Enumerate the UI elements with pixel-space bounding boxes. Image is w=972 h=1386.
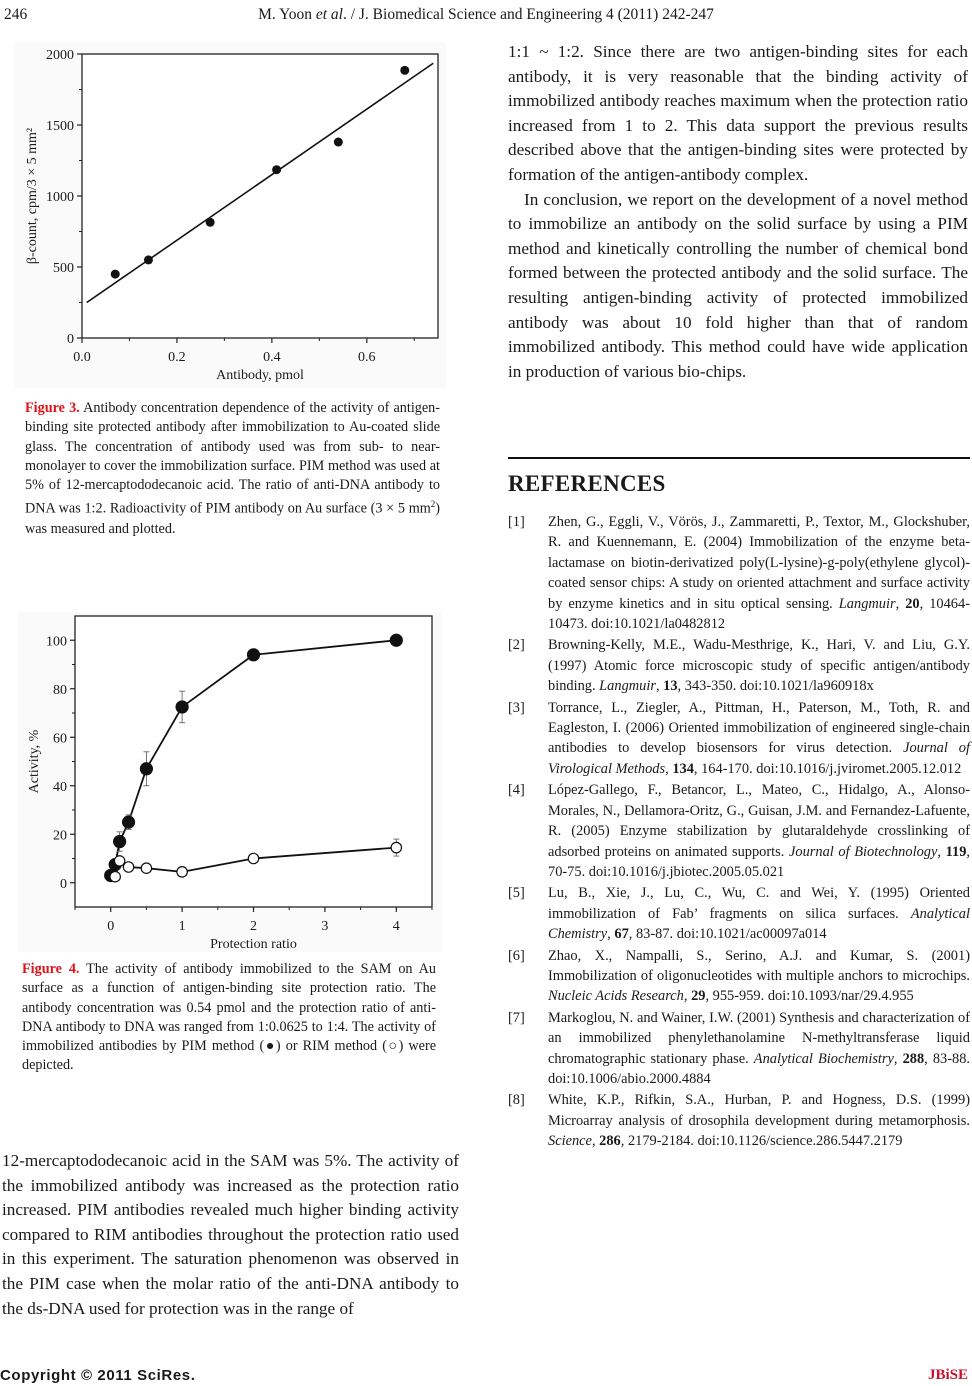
figure-3-caption	[25, 399, 440, 539]
pim-data-point	[114, 836, 126, 848]
running-head	[0, 6, 972, 28]
figure-3-caption-sup: 2	[430, 499, 436, 510]
rim-data-point	[123, 862, 133, 872]
reference-pages-doi: , 10464-10473. doi:10.1021/la0482812	[548, 595, 970, 633]
reference-number: [4]	[508, 782, 525, 799]
reference-pages-doi: , 343-350. doi:10.1021/la960918x	[677, 678, 874, 695]
x-tick-label: 4	[392, 919, 400, 934]
reference-authors-title: Zhao, X., Nampalli, S., Serino, A.J. and Kumar, S. (2001) Immobilization of oligonucleotides with multiple anchors to microchips.	[548, 947, 970, 984]
reference-number: [1]	[508, 514, 525, 530]
reference-number: [8]	[508, 1092, 525, 1109]
right-column-text	[508, 40, 968, 384]
x-axis-label: Protection ratio	[210, 937, 297, 952]
reference-pages-doi: , 83-88. doi:10.1006/abio.2000.4884	[548, 1050, 970, 1087]
figure-4	[18, 612, 442, 952]
reference-number: [3]	[508, 699, 525, 716]
reference-text	[548, 512, 970, 634]
reference-item	[508, 698, 970, 780]
reference-text	[548, 883, 970, 944]
reference-volume: 134	[672, 760, 694, 777]
reference-separator: ,	[591, 1133, 600, 1150]
rim-data-point	[114, 856, 124, 866]
reference-separator: ,	[665, 760, 673, 777]
reference-pages-doi: , 2179-2184. doi:10.1126/science.286.5447.2179	[620, 1133, 903, 1150]
reference-volume: 286	[599, 1133, 621, 1150]
reference-journal: Analytical Chemistry	[548, 905, 970, 943]
pim-data-point	[123, 816, 135, 828]
reference-journal: Journal of Biotechnology	[789, 843, 938, 860]
data-point	[111, 270, 120, 279]
reference-volume: 67	[614, 926, 629, 943]
reference-number: [7]	[508, 1009, 525, 1026]
reference-pages-doi: , 955-959. doi:10.1093/nar/29.4.955	[705, 988, 914, 1005]
left-column-text	[2, 1149, 459, 1321]
reference-separator: ,	[683, 988, 692, 1005]
y-tick-label: 0	[67, 332, 74, 347]
reference-text	[548, 1090, 970, 1151]
page-number: 246	[4, 6, 28, 23]
figure-4-caption	[22, 960, 436, 1076]
reference-item	[508, 780, 970, 882]
x-tick-label: 0	[107, 919, 115, 934]
pim-data-point	[390, 634, 402, 646]
y-tick-label: 0	[60, 876, 67, 892]
reference-journal: Langmuir	[838, 595, 896, 612]
figure-3	[14, 42, 446, 388]
figure-3-label: Figure 3.	[25, 400, 80, 416]
x-tick-label: 0.0	[73, 350, 91, 365]
figure-3-caption-end: ) was measured and plotted.	[25, 501, 440, 537]
rim-data-point	[141, 863, 151, 873]
reference-authors-title: Zhen, G., Eggli, V., Vörös, J., Zammaretti, P., Textor, M., Glockshuber, R. and Kuennemann, E. (2004) Immobilization of the enzyme beta-lactamase on biotin-derivatized poly(L-lysine)-g-poly(ethylene glycol)-coated sensor chips: A study on oriented attachment and surface activity by enzyme kinetics and in situ optical sensing.	[548, 514, 970, 612]
reference-journal: Langmuir	[599, 678, 656, 695]
reference-item	[508, 635, 970, 696]
reference-volume: 288	[902, 1050, 925, 1067]
pim-data-point	[140, 763, 152, 775]
reference-separator: ,	[607, 926, 615, 943]
data-point	[400, 66, 409, 75]
reference-item	[508, 946, 970, 1007]
reference-authors-title: Torrance, L., Ziegler, A., Pittman, H., Paterson, M., Toth, R. and Eagleston, I. (2006) Oriented immobilization of engineered single-chain antibodies to develop biosensors for virus detection.	[548, 699, 970, 757]
reference-journal: Nucleic Acids Research	[548, 988, 684, 1005]
y-tick-label: 80	[53, 682, 67, 698]
y-axis-label: β-count, cpm/3 × 5 mm²	[25, 127, 40, 265]
reference-authors-title: López-Gallego, F., Betancor, L., Mateo, C., Hidalgo, A., Alonso-Morales, N., Dellamora-Oritz, G., Guisan, J.M. and Fernandez-Lafuente, R. (2005) Enzyme stabilization by glutaraldehyde crosslinking of adsorbed proteins on animated supports.	[548, 782, 970, 860]
y-axis-label: Activity, %	[27, 729, 42, 794]
reference-authors-title: Browning-Kelly, M.E., Wadu-Mesthrige, K., Hari, V. and Liu, G.Y. (1997) Atomic force microscopic study of specific antigen/antibody binding.	[548, 637, 970, 695]
figure-4-chart	[18, 612, 442, 952]
reference-text	[548, 1008, 970, 1090]
reference-separator: ,	[895, 595, 906, 612]
reference-pages-doi: , 83-87. doi:10.1021/ac00097a014	[628, 926, 827, 943]
reference-item	[508, 512, 970, 634]
data-point	[334, 138, 343, 147]
x-axis-label: Antibody, pmol	[216, 368, 304, 383]
rim-data-point	[391, 842, 401, 852]
reference-text	[548, 698, 970, 780]
reference-authors-title: White, K.P., Rifkin, S.A., Hurban, P. and Hogness, D.S. (1999) Microarray analysis of drosophila development during metamorphosis.	[548, 1092, 970, 1129]
reference-item	[508, 1008, 970, 1090]
y-tick-label: 100	[46, 634, 67, 650]
reference-number: [2]	[508, 637, 525, 654]
figure-3-chart	[14, 42, 446, 388]
reference-number: [6]	[508, 947, 525, 964]
footer-journal: JBiSE	[927, 1367, 968, 1383]
rim-data-point	[177, 867, 187, 877]
reference-text	[548, 946, 970, 1007]
x-tick-label: 0.2	[168, 350, 186, 365]
footer-copyright: Copyright © 2011 SciRes.	[0, 1367, 196, 1384]
header-authors: M. Yoon	[258, 6, 316, 23]
left-body-paragraph: 12-mercaptododecanoic acid in the SAM was 5%. The activity of the immobilized antibody was increased as the protection ratio increased. PIM antibodies revealed much higher binding activity compared to RIM antibodies throughout the protection ratio used in this experiment. The saturation phenomenon was observed in the PIM case when the molar ratio of the anti-DNA antibody to the ds-DNA used for protection was in the range of	[2, 1151, 459, 1318]
section-divider	[508, 457, 970, 459]
y-tick-label: 2000	[46, 48, 74, 63]
reference-volume: 13	[663, 678, 678, 695]
y-tick-label: 40	[53, 779, 67, 795]
reference-pages-doi: , 164-170. doi:10.1016/j.jviromet.2005.12.012	[693, 760, 962, 777]
x-tick-label: 1	[178, 919, 186, 934]
reference-volume: 20	[905, 595, 920, 612]
header-journal: . / J. Biomedical Science and Engineering 4 (2011) 242-247	[342, 6, 714, 23]
header-citation	[0, 6, 972, 24]
reference-item	[508, 1090, 970, 1151]
figure-3-caption-text: Antibody concentration dependence of the activity of antigen-binding site protected antibody after immobilization to Au-coated slide glass. The concentration of antibody used was from sub- to near-monolayer to cover the immobilization surface. PIM method was used at 5% of 12-mercaptododecanoic acid. The ratio of anti-DNA antibody to DNA was 1:2. Radioactivity of PIM antibody on Au surface (3 × 5 mm	[25, 400, 440, 518]
references-list	[508, 512, 970, 1153]
figure-4-label: Figure 4.	[22, 961, 80, 977]
data-point	[272, 165, 281, 174]
reference-authors-title: Markoglou, N. and Wainer, I.W. (2001) Synthesis and characterization of an immobilized phenylethanolamine N-methyltransferase liquid chromatographic stationary phase.	[548, 1009, 970, 1067]
reference-separator: ,	[937, 843, 946, 860]
header-et-al: et al	[315, 6, 343, 23]
x-tick-label: 0.4	[263, 350, 281, 365]
data-point	[206, 218, 215, 227]
reference-separator: ,	[655, 678, 664, 695]
y-tick-label: 500	[53, 261, 74, 276]
x-tick-label: 2	[250, 919, 257, 934]
reference-text	[548, 780, 970, 882]
y-tick-label: 1000	[46, 190, 74, 205]
data-point	[144, 255, 153, 264]
reference-journal: Analytical Biochemistry	[753, 1050, 894, 1067]
conclusion-paragraph-2: In conclusion, we report on the development of a novel method to immobilize an antibody on the solid surface by using a PIM method and kinetically controlling the number of chemical bond formed between the protected antibody and the solid surface. The resulting antigen-binding activity of protected immobilized antibody was about 10 fold higher than that of random immobilized antibody. This method could have wide application in production of various bio-chips.	[508, 189, 968, 381]
pim-data-point	[248, 649, 260, 661]
conclusion-paragraph-1: 1:1 ~ 1:2. Since there are two antigen-binding sites for each antibody, it is very reasonable that the binding activity of immobilized antibody reaches maximum when the protection ratio increased from 1 to 2. This data support the previous results described above that the antigen-binding sites were protected by formation of the antigen-antibody complex.	[508, 42, 968, 184]
x-tick-label: 0.6	[358, 350, 376, 365]
rim-data-point	[110, 871, 120, 881]
y-tick-label: 1500	[46, 119, 74, 134]
reference-number: [5]	[508, 885, 525, 902]
reference-journal: Science	[548, 1133, 592, 1150]
y-tick-label: 60	[53, 731, 67, 747]
y-tick-label: 20	[53, 828, 67, 844]
reference-text	[548, 635, 970, 696]
references-heading: REFERENCES	[508, 471, 666, 496]
figure-4-caption-text: The activity of antibody immobilized to the SAM on Au surface as a function of antigen-binding site protection ratio. The antibody concentration was 0.54 pmol and the protection ratio of anti-DNA antibody to DNA was ranged from 1:0.0625 to 1:4. The activity of immobilized antibodies by PIM method (●) or RIM method (○) were depicted.	[22, 961, 436, 1074]
x-tick-label: 3	[321, 919, 329, 934]
reference-separator: ,	[893, 1050, 903, 1067]
reference-journal: Journal of Virological Methods	[548, 740, 970, 777]
reference-volume: 29	[691, 988, 706, 1005]
rim-data-point	[248, 853, 258, 863]
reference-pages-doi: , 70-75. doi:10.1016/j.jbiotec.2005.05.021	[548, 843, 970, 880]
reference-authors-title: Lu, B., Xie, J., Lu, C., Wu, C. and Wei, Y. (1995) Oriented immobilization of Fab’ fragments on silica surfaces.	[548, 885, 970, 922]
reference-item	[508, 883, 970, 944]
pim-data-point	[176, 701, 188, 713]
reference-volume: 119	[945, 843, 967, 860]
